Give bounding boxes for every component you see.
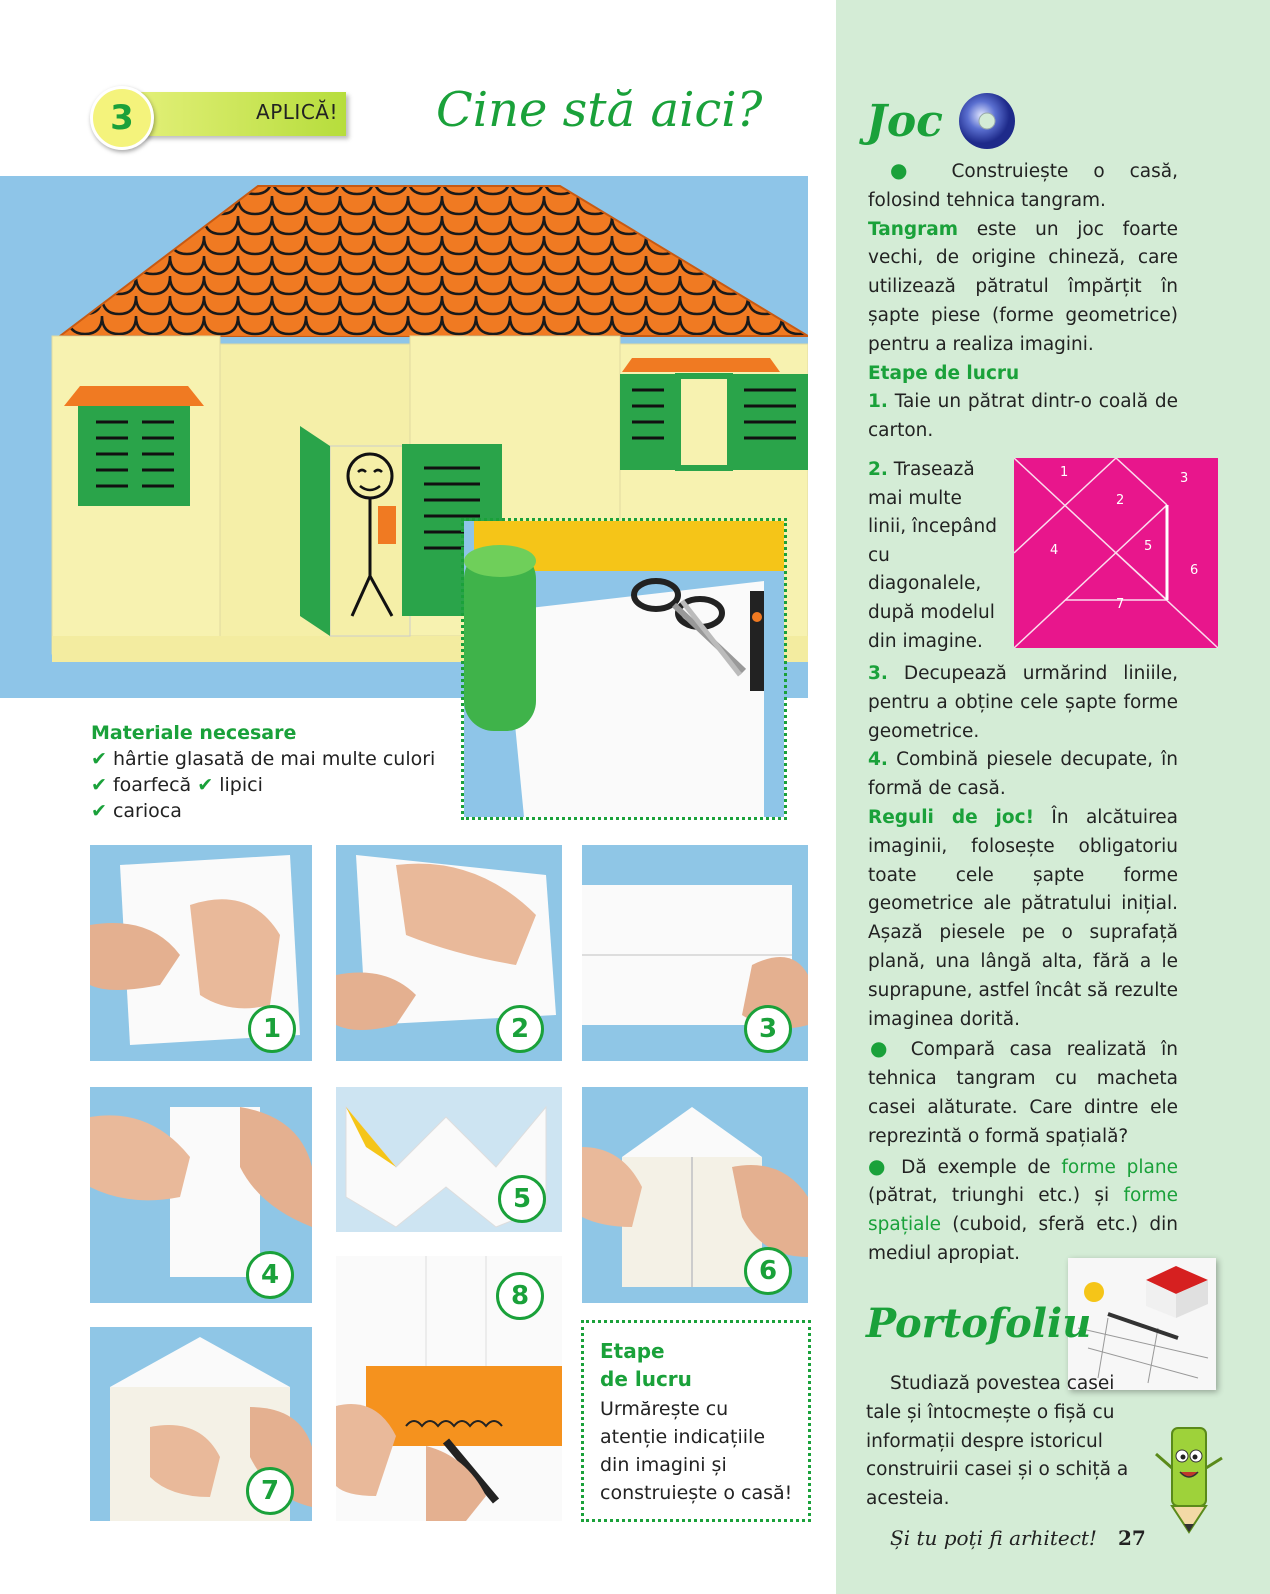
- step-number: 5: [498, 1175, 546, 1223]
- examples-task: [868, 1152, 1178, 1269]
- page-title: Cine stă aici?: [436, 82, 763, 138]
- step-1-number: 1.: [868, 391, 888, 413]
- rules-text: În alcătuirea imaginii, folosește obligatoriu toate cele șapte forme geometrice ale pătratului inițial. Așază piesele pe o suprafață plană, una lângă alta, fără a le suprapune, astfel încât să rezulte imaginea dorită.: [868, 806, 1178, 1030]
- materials-illustration: [464, 521, 784, 817]
- material-item: carioca: [112, 800, 182, 822]
- step-photo-8: [336, 1256, 562, 1521]
- tangram-definition: [868, 216, 1178, 360]
- materials-list: [91, 720, 451, 824]
- check-icon: ✔: [91, 774, 107, 796]
- examples-post: (cuboid, sferă etc.) din mediul apropiat.: [868, 1214, 1178, 1264]
- step-number: 7: [246, 1467, 294, 1515]
- step-photo-6: [582, 1087, 808, 1303]
- step-photo-1: [90, 845, 312, 1061]
- step-4-text: Combină piesele decupate, în formă de casă.: [868, 749, 1178, 800]
- joc-intro: [868, 156, 1178, 216]
- step-2-text: Trasează mai multe linii, începând cu diagonalele, după modelul din imagine.: [868, 459, 998, 652]
- step-photo-7: [90, 1327, 312, 1521]
- step-number: 2: [496, 1005, 544, 1053]
- steps-box-title-line1: Etape: [600, 1339, 665, 1363]
- examples-pre: Dă exemple de: [901, 1156, 1051, 1178]
- portofoliu-text: Studiază povestea casei tale și întocmește o fișă cu informații despre istoricul construirii casei și o schiță a acesteia.: [866, 1373, 1129, 1510]
- tangram-label: 5: [1144, 539, 1153, 554]
- game-rules: [868, 804, 1178, 1034]
- step-3-text: Decupează urmărind liniile, pentru a obține cele șapte forme geometrice.: [868, 663, 1178, 742]
- step-number: 6: [744, 1247, 792, 1295]
- material-item: foarfecă: [112, 774, 192, 796]
- bullet-icon: ●: [890, 158, 927, 182]
- compare-text: Compară casa realizată în tehnica tangram cu macheta casei alăturate. Care dintre ele reprezintă o formă spațială?: [868, 1039, 1178, 1147]
- step-4: [868, 746, 1178, 804]
- joc-title: Joc: [866, 96, 943, 147]
- tangram-term: Tangram: [868, 218, 959, 240]
- forme-spatiale: forme spațiale: [868, 1185, 1178, 1236]
- steps-heading: Etape de lucru: [868, 362, 1020, 384]
- materials-heading: Materiale necesare: [91, 722, 297, 744]
- joc-intro-text: Construiește o casă, folosind tehnica tangram.: [868, 161, 1178, 211]
- step-number: 3: [744, 1005, 792, 1053]
- step-photo-4: [90, 1087, 312, 1303]
- step-photo-5: [336, 1087, 562, 1232]
- rules-label: Reguli de joc!: [868, 806, 1035, 828]
- step-number: 1: [248, 1005, 296, 1053]
- step-number: 8: [496, 1272, 544, 1320]
- page-number: 27: [1118, 1526, 1146, 1550]
- tangram-label: 4: [1050, 543, 1059, 558]
- step-4-number: 4.: [868, 749, 888, 771]
- tangram-label: 7: [1116, 597, 1125, 612]
- joc-body: [868, 660, 1178, 1269]
- joc-intro-block: [868, 156, 1178, 446]
- materials-items: [91, 746, 451, 824]
- step-3-number: 3.: [868, 663, 888, 684]
- examples-mid: (pătrat, triunghi etc.) și: [868, 1185, 1110, 1207]
- material-item: hârtie glasată de mai multe culori: [112, 748, 436, 770]
- material-item: lipici: [219, 774, 263, 796]
- tangram-label: 6: [1190, 563, 1199, 578]
- step-1-text: Taie un pătrat dintr-o coală de carton.: [868, 391, 1178, 442]
- check-icon: ✔: [91, 748, 107, 770]
- step-3: [868, 660, 1178, 746]
- step-2-number: 2.: [868, 459, 888, 480]
- steps-box: [584, 1323, 808, 1519]
- steps-box-text: Urmărește cu atenție indicațiile din imagini și construiește o casă!: [600, 1398, 793, 1504]
- compare-task: [868, 1034, 1178, 1151]
- bullet-icon: ●: [868, 1153, 891, 1178]
- step-2: [868, 456, 1004, 656]
- tangram-label: 3: [1180, 471, 1189, 486]
- step-number: 4: [246, 1251, 294, 1299]
- section-label: APLICĂ!: [256, 100, 338, 124]
- portofoliu-title: Portofoliu: [866, 1300, 1092, 1347]
- forme-plane: forme plane: [1061, 1156, 1178, 1178]
- cd-icon: [958, 92, 1016, 150]
- tangram-def: este un joc foarte vechi, de origine chineză, care utilizează pătratul împărțit în șapte piese (forme geometrice) pentru a realiza imagini.: [868, 218, 1178, 355]
- check-icon: ✔: [197, 774, 214, 796]
- tangram-label: 1: [1060, 465, 1069, 480]
- step-photo-3: [582, 845, 808, 1061]
- lesson-badge: [90, 86, 352, 142]
- footer-motto: Și tu poți fi arhitect!: [890, 1526, 1097, 1550]
- steps-box-title: [600, 1337, 692, 1393]
- bullet-icon: ●: [870, 1036, 897, 1061]
- pencil-mascot-icon: [1150, 1418, 1230, 1538]
- step-photo-2: [336, 845, 562, 1061]
- check-icon: ✔: [91, 800, 107, 822]
- lesson-number: 3: [90, 86, 154, 150]
- step-1: [868, 388, 1178, 446]
- steps-box-title-line2: de lucru: [600, 1367, 692, 1391]
- tangram-diagram: [1014, 458, 1218, 648]
- tangram-label: 2: [1116, 493, 1125, 508]
- materials-photo: [464, 521, 784, 817]
